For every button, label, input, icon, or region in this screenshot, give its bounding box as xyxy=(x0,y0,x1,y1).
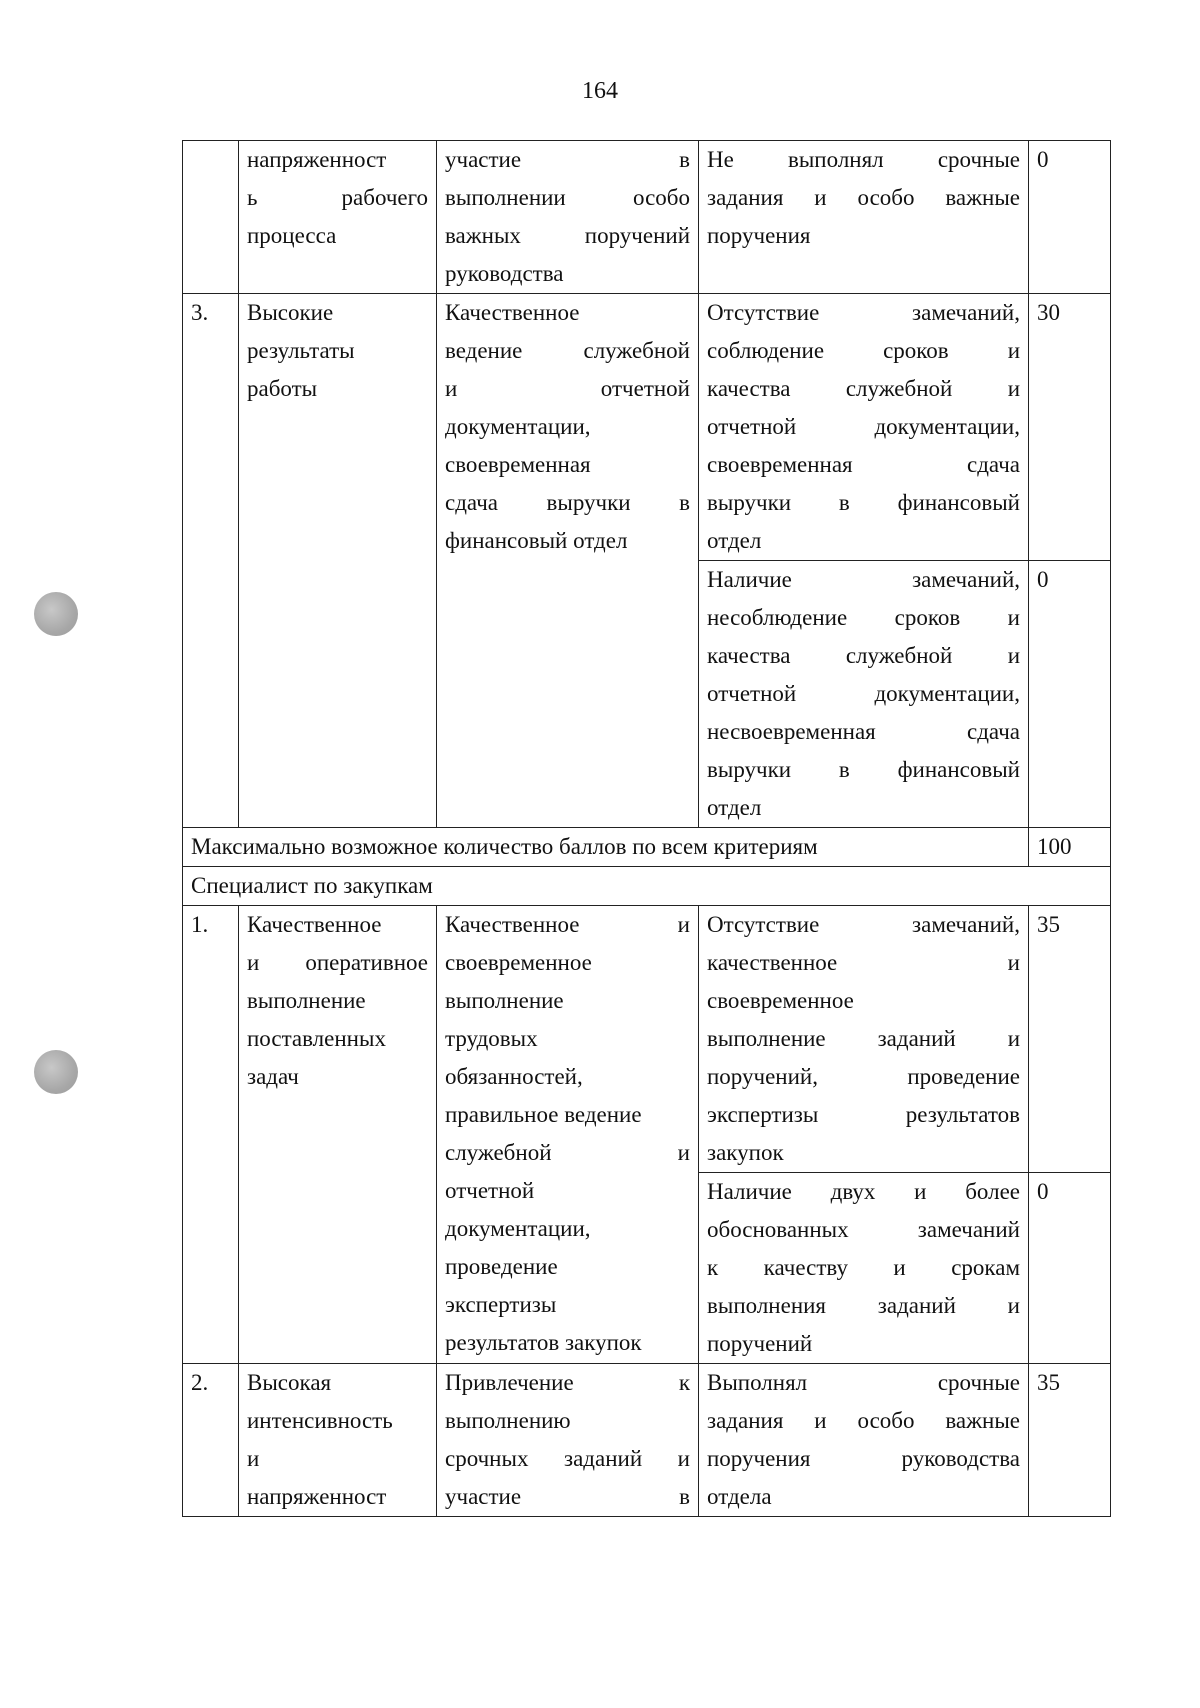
indicator-line: выполнении особо xyxy=(445,185,690,210)
score-cell: 35 xyxy=(1029,1364,1111,1517)
indicator-line: Привлечение к xyxy=(445,1370,690,1395)
indicator-line: документации, xyxy=(445,414,591,439)
row-number: 3. xyxy=(183,294,239,828)
table-row-item-2 xyxy=(183,1364,1111,1517)
criterion-line: задач xyxy=(247,1064,299,1089)
criteria-table xyxy=(182,140,1111,1517)
condition-line: отдела xyxy=(707,1484,772,1509)
condition-line: Не выполнял срочные xyxy=(707,147,1020,172)
indicator-line: руководства xyxy=(445,261,564,286)
condition-line: задания и особо важные xyxy=(707,185,1020,210)
condition-line: отдел xyxy=(707,528,762,553)
criterion-line: процесса xyxy=(247,223,337,248)
condition-line: Отсутствие замечаний, xyxy=(707,300,1020,325)
criterion-line: работы xyxy=(247,376,318,401)
condition-line: отдел xyxy=(707,795,762,820)
criterion-cell xyxy=(239,294,437,828)
indicator-line: проведение xyxy=(445,1254,558,1279)
indicator-line: Качественное xyxy=(445,300,580,325)
score-cell: 0 xyxy=(1029,561,1111,828)
condition-line: выручки в финансовый xyxy=(707,757,1020,782)
row-number: 1. xyxy=(183,906,239,1364)
criterion-line: интенсивность xyxy=(247,1408,393,1433)
indicator-line: важных поручений xyxy=(445,223,690,248)
criterion-line: поставленных xyxy=(247,1026,386,1051)
row-number: 2. xyxy=(183,1364,239,1517)
criterion-line: и оперативное xyxy=(247,950,428,975)
condition-line: Наличие двух и более xyxy=(707,1179,1020,1204)
binder-hole-bottom xyxy=(34,1050,78,1094)
condition-line: отчетной документации, xyxy=(707,414,1020,439)
indicator-line: ведение служебной xyxy=(445,338,690,363)
table-row-continuation xyxy=(183,141,1111,294)
condition-line: выполнения заданий и xyxy=(707,1293,1020,1318)
condition-line: Отсутствие замечаний, xyxy=(707,912,1020,937)
indicator-line: сдача выручки в xyxy=(445,490,690,515)
indicator-cell xyxy=(437,294,699,828)
indicator-line: участие в xyxy=(445,1484,690,1509)
indicator-line: выполнению xyxy=(445,1408,571,1433)
indicator-line: документации, xyxy=(445,1216,591,1241)
condition-line: несоблюдение сроков и xyxy=(707,605,1020,630)
row-number xyxy=(183,141,239,294)
score-cell: 0 xyxy=(1029,1173,1111,1364)
criterion-line: и xyxy=(247,1446,260,1471)
page-number: 164 xyxy=(582,78,618,104)
condition-line: задания и особо важные xyxy=(707,1408,1020,1433)
condition-cell xyxy=(699,141,1029,294)
indicator-line: экспертизы xyxy=(445,1292,557,1317)
indicator-line: своевременное xyxy=(445,950,592,975)
condition-line: обоснованных замечаний xyxy=(707,1217,1020,1242)
condition-line: выполнение заданий и xyxy=(707,1026,1020,1051)
criterion-line: ь рабочего xyxy=(247,185,428,210)
indicator-cell xyxy=(437,1364,699,1517)
indicator-cell xyxy=(437,906,699,1364)
criterion-line: Высокая xyxy=(247,1370,332,1395)
condition-line: поручений xyxy=(707,1331,813,1356)
indicator-line: правильное ведение xyxy=(445,1102,642,1127)
condition-line: закупок xyxy=(707,1140,784,1165)
section-title: Специалист по закупкам xyxy=(183,867,1111,906)
condition-line: к качеству и срокам xyxy=(707,1255,1020,1280)
condition-line: Наличие замечаний, xyxy=(707,567,1020,592)
indicator-cell xyxy=(437,141,699,294)
criterion-cell xyxy=(239,1364,437,1517)
condition-line: соблюдение сроков и xyxy=(707,338,1020,363)
criterion-line: выполнение xyxy=(247,988,366,1013)
condition-line: качества служебной и xyxy=(707,643,1020,668)
indicator-line: срочных заданий и xyxy=(445,1446,690,1471)
criterion-cell xyxy=(239,906,437,1364)
max-score-label: Максимально возможное количество баллов по всем критериям xyxy=(183,828,1029,867)
condition-cell xyxy=(699,1364,1029,1517)
table-row-item-3 xyxy=(183,294,1111,561)
indicator-line: отчетной xyxy=(445,1178,535,1203)
condition-line: поручения xyxy=(707,223,811,248)
table-row-section xyxy=(183,867,1111,906)
condition-cell xyxy=(699,906,1029,1173)
score-cell: 30 xyxy=(1029,294,1111,561)
condition-line: несвоевременная сдача xyxy=(707,719,1020,744)
condition-cell xyxy=(699,1173,1029,1364)
indicator-line: результатов закупок xyxy=(445,1330,642,1355)
indicator-line: служебной и xyxy=(445,1140,690,1165)
condition-line: выручки в финансовый xyxy=(707,490,1020,515)
indicator-line: выполнение xyxy=(445,988,564,1013)
score-cell: 0 xyxy=(1029,141,1111,294)
condition-line: отчетной документации, xyxy=(707,681,1020,706)
criterion-cell xyxy=(239,141,437,294)
criterion-line: напряженност xyxy=(247,1484,387,1509)
condition-line: экспертизы результатов xyxy=(707,1102,1020,1127)
criterion-line: Качественное xyxy=(247,912,382,937)
indicator-line: своевременная xyxy=(445,452,591,477)
table-row-item-1 xyxy=(183,906,1111,1173)
condition-line: Выполнял срочные xyxy=(707,1370,1020,1395)
table-row-max-score xyxy=(183,828,1111,867)
condition-cell xyxy=(699,294,1029,561)
condition-line: своевременное xyxy=(707,988,854,1013)
binder-hole-top xyxy=(34,592,78,636)
indicator-line: и отчетной xyxy=(445,376,690,401)
criterion-line: результаты xyxy=(247,338,355,363)
condition-line: поручений, проведение xyxy=(707,1064,1020,1089)
max-score-value: 100 xyxy=(1029,828,1111,867)
condition-line: качественное и xyxy=(707,950,1020,975)
indicator-line: обязанностей, xyxy=(445,1064,583,1089)
condition-line: качества служебной и xyxy=(707,376,1020,401)
condition-cell xyxy=(699,561,1029,828)
criterion-line: напряженност xyxy=(247,147,387,172)
condition-line: поручения руководства xyxy=(707,1446,1020,1471)
indicator-line: Качественное и xyxy=(445,912,690,937)
indicator-line: трудовых xyxy=(445,1026,538,1051)
condition-line: своевременная сдача xyxy=(707,452,1020,477)
score-cell: 35 xyxy=(1029,906,1111,1173)
criterion-line: Высокие xyxy=(247,300,334,325)
indicator-line: участие в xyxy=(445,147,690,172)
indicator-line: финансовый отдел xyxy=(445,528,628,553)
